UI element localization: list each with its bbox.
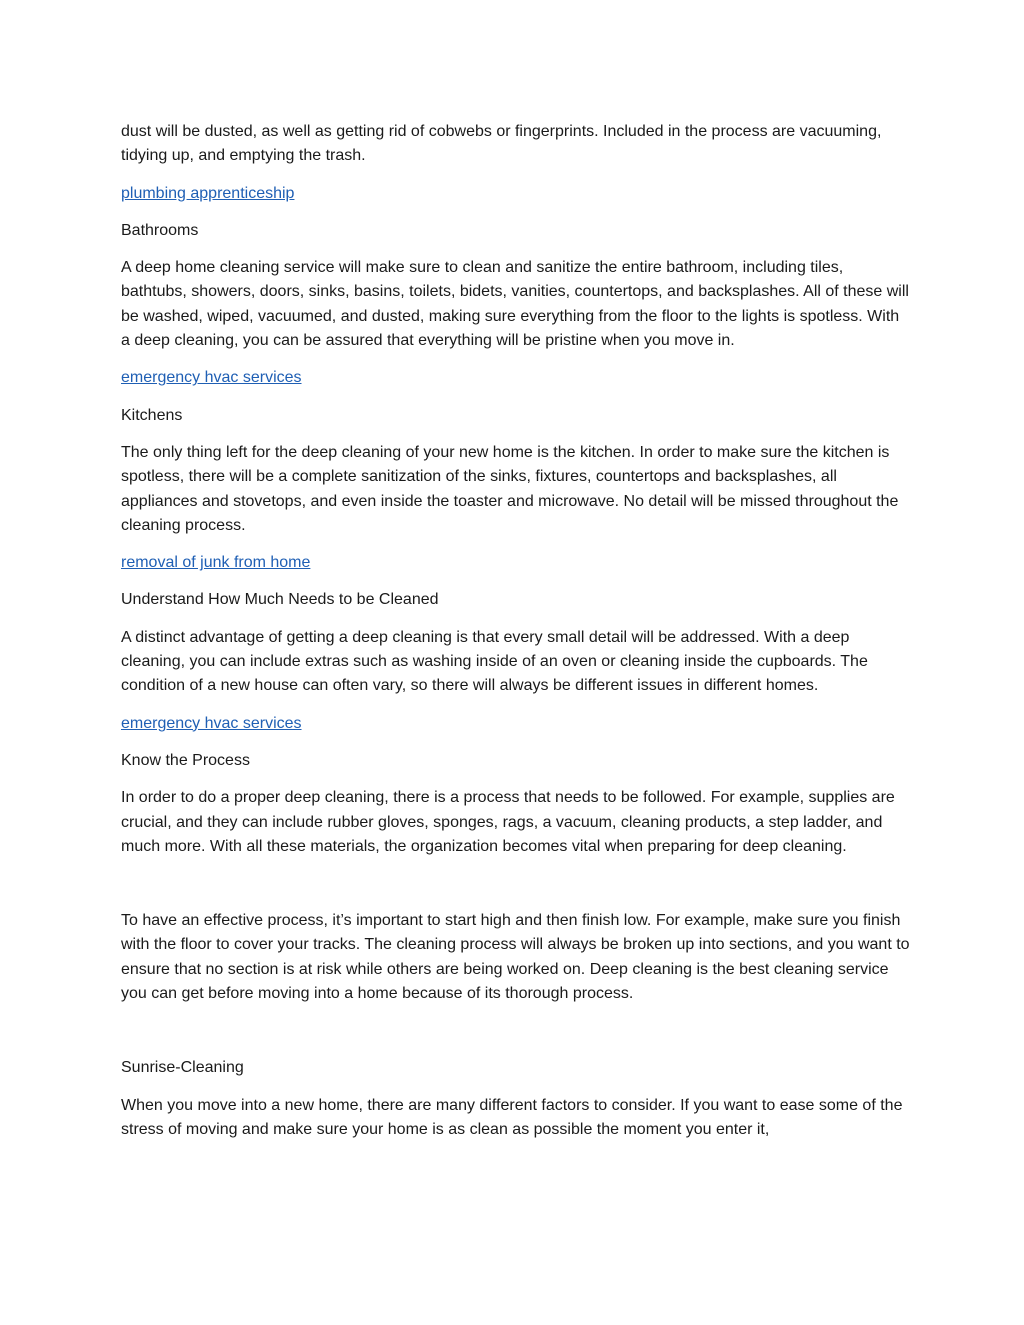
bathrooms-paragraph: A deep home cleaning service will make sure to clean and sanitize the entire bathroom, including tiles, bathtubs, showers, doors, sinks, basins, toilets, bidets, vanities, countertops, and backsplashes. All of these will be washed, wiped, vacuumed, and dusted, making sure everything from the floor to the lights is spotless. With a deep cleaning, you can be assured that everything will be pristine when you move in. (121, 259, 909, 350)
intro-paragraph: dust will be dusted, as well as getting rid of cobwebs or fingerprints. Included in the process are vacuuming, tidying up, and emptying the trash. (121, 123, 882, 165)
sunrise-heading: Sunrise-Cleaning (121, 1059, 244, 1077)
emergency-hvac-services-link-2[interactable]: emergency hvac services (121, 714, 302, 732)
plumbing-apprenticeship-link[interactable]: plumbing apprenticeship (121, 184, 295, 202)
sunrise-paragraph: When you move into a new home, there are many different factors to consider. If you want to ease some of the stress of moving and make sure your home is as clean as possible the moment you enter it, (121, 1096, 903, 1138)
link-paragraph (121, 551, 911, 575)
link-paragraph (121, 182, 911, 206)
kitchens-paragraph: The only thing left for the deep cleaning of your new home is the kitchen. In order to make sure the kitchen is spotless, there will be a complete sanitization of the sinks, fixtures, countertops and backsplashes, all appliances and stovetops, and even inside the toaster and microwave. No detail will be missed throughout the cleaning process. (121, 443, 899, 534)
removal-of-junk-link[interactable]: removal of junk from home (121, 554, 311, 572)
link-paragraph (121, 366, 911, 390)
blank-line (121, 872, 911, 909)
link-paragraph (121, 712, 911, 736)
process-heading: Know the Process (121, 751, 250, 769)
blank-line (121, 1019, 911, 1056)
document-page (121, 120, 911, 1155)
understand-heading: Understand How Much Needs to be Cleaned (121, 591, 439, 609)
emergency-hvac-services-link[interactable]: emergency hvac services (121, 369, 302, 387)
bathrooms-heading: Bathrooms (121, 221, 199, 239)
process-paragraph-1: In order to do a proper deep cleaning, there is a process that needs to be followed. For example, supplies are crucial, and they can include rubber gloves, sponges, rags, a vacuum, cleaning products, a step ladder, and much more. With all these materials, the organization becomes vital when preparing for deep cleaning. (121, 789, 895, 855)
understand-paragraph: A distinct advantage of getting a deep cleaning is that every small detail will be addressed. With a deep cleaning, you can include extras such as washing inside of an oven or cleaning inside the cupboards. The condition of a new house can often vary, so there will always be different issues in different homes. (121, 628, 868, 695)
process-paragraph-2: To have an effective process, it’s important to start high and then finish low. For example, make sure you finish with the floor to cover your tracks. The cleaning process will always be broken up into sections, and you want to ensure that no section is at risk while others are being worked on. Deep cleaning is the best cleaning service you can get before moving into a home because of its thorough process. (121, 912, 910, 1003)
kitchens-heading: Kitchens (121, 406, 183, 424)
